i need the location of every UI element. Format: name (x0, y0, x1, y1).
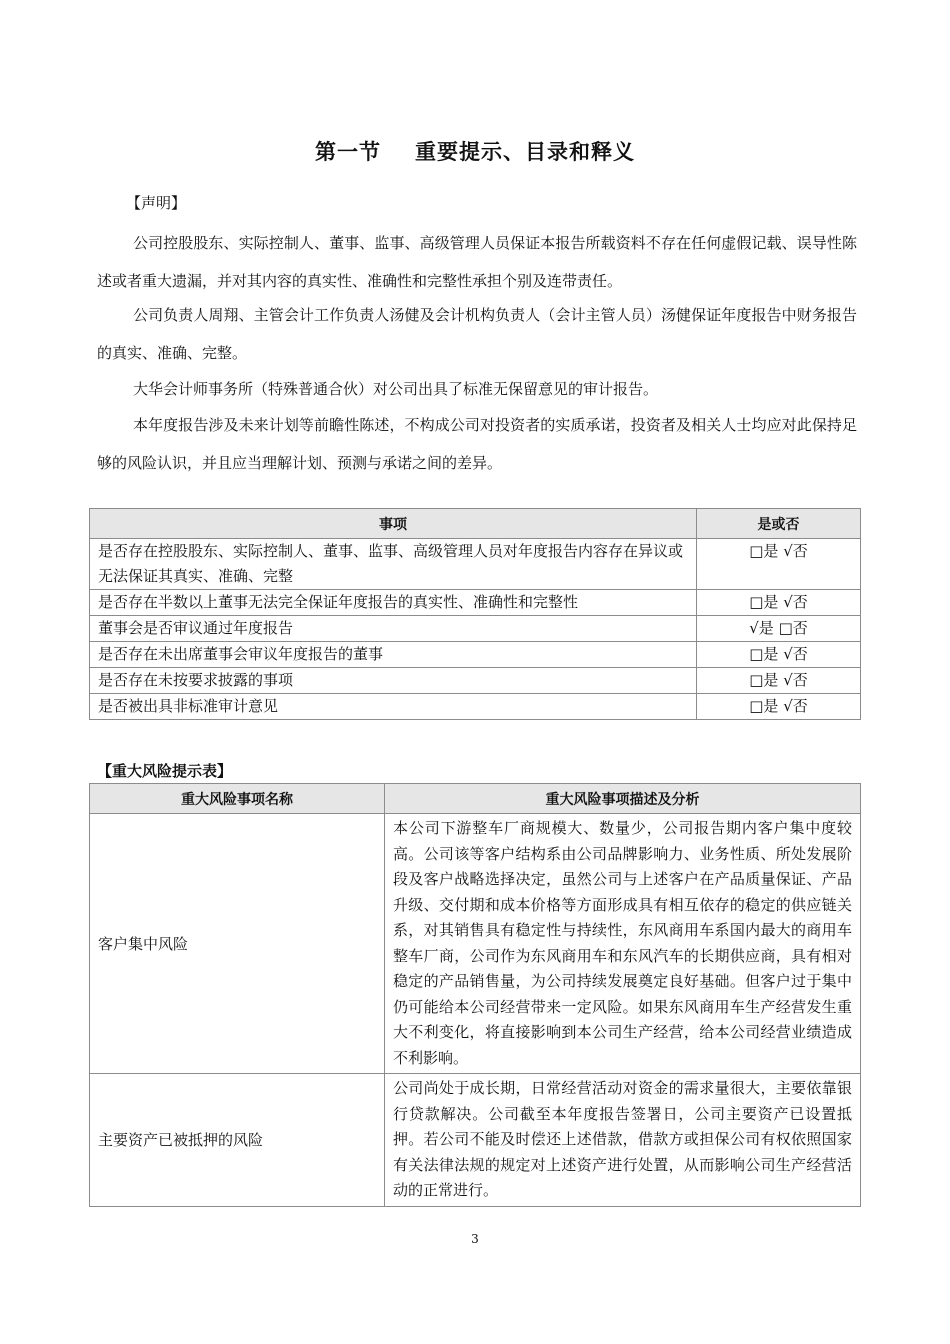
items-table-header-row (90, 509, 861, 539)
risk-description: 本公司下游整车厂商规模大、数量少，公司报告期内客户集中度较高。公司该等客户结构系由公司品牌影响力、业务性质、所处发展阶段及客户战略选择决定，虽然公司与上述客户在产品质量保证、产品升级、交付期和成本价格等方面形成具有相互依存的稳定的供应链关系，对其销售具有稳定性与持续性，东风商用车系国内最大的商用车整车厂商，公司作为东风商用车和东风汽车的长期供应商，具有相对稳定的产品销售量，为公司持续发展奠定良好基础。但客户过于集中仍可能给本公司经营带来一定风险。如果东风商用车生产经营发生重大不利变化，将直接影响到本公司生产经营，给本公司经营业绩造成不利影响。 (385, 814, 861, 1074)
item-text: 董事会是否审议通过年度报告 (90, 616, 697, 642)
item-answer: □是 √否 (697, 668, 861, 694)
table-row (90, 642, 861, 668)
page-title (0, 136, 950, 166)
item-answer: □是 √否 (697, 642, 861, 668)
table-row (90, 814, 861, 1074)
table-row (90, 1074, 861, 1207)
table-row (90, 539, 861, 590)
table-row (90, 694, 861, 720)
item-text: 是否存在未出席董事会审议年度报告的董事 (90, 642, 697, 668)
items-table (89, 508, 861, 720)
risk-header-name: 重大风险事项名称 (90, 784, 385, 814)
risk-description: 公司尚处于成长期，日常经营活动对资金的需求量很大，主要依靠银行贷款解决。公司截至本年度报告签署日，公司主要资产已设置抵押。若公司不能及时偿还上述借款，借款方或担保公司有权依照国家有关法律法规的规定对上述资产进行处置，从而影响公司生产经营活动的正常进行。 (385, 1074, 861, 1207)
declaration-paragraph-forward-looking: 本年度报告涉及未来计划等前瞻性陈述，不构成公司对投资者的实质承诺，投资者及相关人士均应对此保持足够的风险认识，并且应当理解计划、预测与承诺之间的差异。 (97, 416, 857, 472)
item-text: 是否被出具非标准审计意见 (90, 694, 697, 720)
item-text: 是否存在控股股东、实际控制人、董事、监事、高级管理人员对年度报告内容存在异议或无法保证其真实、准确、完整 (90, 539, 697, 590)
declaration-label: 【声明】 (126, 194, 187, 212)
risk-name: 主要资产已被抵押的风险 (90, 1074, 385, 1207)
risk-table-header-row (90, 784, 861, 814)
declaration-paragraph-accuracy: 公司控股股东、实际控制人、董事、监事、高级管理人员保证本报告所载资料不存在任何虚假记载、误导性陈述或者重大遗漏，并对其内容的真实性、准确性和完整性承担个别及连带责任。 (97, 234, 857, 290)
item-answer: □是 √否 (697, 590, 861, 616)
declaration-paragraph-financial-report: 公司负责人周翔、主管会计工作负责人汤健及会计机构负责人（会计主管人员）汤健保证年度报告中财务报告的真实、准确、完整。 (97, 306, 857, 362)
item-answer: □是 √否 (697, 539, 861, 590)
items-header-answer: 是或否 (697, 509, 861, 539)
declaration-paragraph-auditor: 大华会计师事务所（特殊普通合伙）对公司出具了标准无保留意见的审计报告。 (133, 380, 659, 398)
page-number: 3 (471, 1232, 479, 1246)
risk-table (89, 783, 861, 1207)
risk-name: 客户集中风险 (90, 814, 385, 1074)
item-text: 是否存在未按要求披露的事项 (90, 668, 697, 694)
section-number: 第一节 (315, 140, 381, 164)
risk-table-label: 【重大风险提示表】 (97, 762, 233, 780)
section-title: 重要提示、目录和释义 (415, 140, 635, 164)
item-answer: √是 □否 (697, 616, 861, 642)
item-answer: □是 √否 (697, 694, 861, 720)
table-row (90, 668, 861, 694)
items-header-item: 事项 (90, 509, 697, 539)
table-row (90, 616, 861, 642)
item-text: 是否存在半数以上董事无法完全保证年度报告的真实性、准确性和完整性 (90, 590, 697, 616)
risk-header-description: 重大风险事项描述及分析 (385, 784, 861, 814)
table-row (90, 590, 861, 616)
